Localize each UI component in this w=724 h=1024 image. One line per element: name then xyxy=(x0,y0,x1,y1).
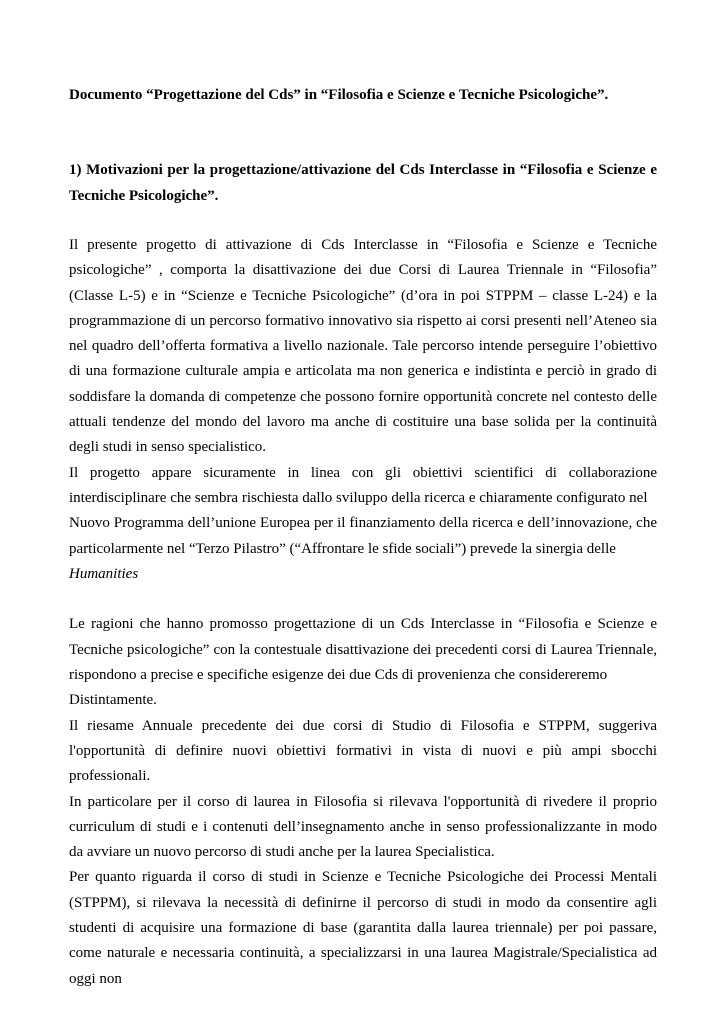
humanities-term: Humanities xyxy=(69,565,139,582)
section-heading: 1) Motivazioni per la progettazione/attivazione del Cds Interclasse in “Filosofia e Scienze e Tecniche Psicologiche”. xyxy=(69,162,657,204)
paragraph-reasons: Le ragioni che hanno promosso progettazione di un Cds Interclasse in “Filosofia e Scienze e Tecniche psicologiche” con la contestuale disattivazione dei precedenti corsi di Laurea Triennale, rispondono a precise e specifiche esigenze dei due Cds di provenienza che considereremo xyxy=(69,616,657,684)
document-body xyxy=(69,233,657,992)
paragraph-humanities xyxy=(69,562,657,587)
paragraph-eu-programme: Nuovo Programma dell’unione Europea per il finanziamento della ricerca e dell’innovazione, che particolarmente nel “Terzo Pilastro” (“Affrontare le sfide sociali”) prevede la sinergia delle xyxy=(69,515,657,557)
document-title: Documento “Progettazione del Cds” in “Filosofia e Scienze e Tecniche Psicologiche”. xyxy=(69,87,609,103)
paragraph-distinctly: Distintamente. xyxy=(69,692,157,709)
paragraph-philosophy: In particolare per il corso di laurea in Filosofia si rilevava l'opportunità di rivedere il proprio curriculum di studi e i contenuti dell’insegnamento anche in senso professionalizzante in modo da avviare un nuovo percorso di studi anche per la laurea Specialistica. xyxy=(69,793,657,861)
paragraph-stppm: Per quanto riguarda il corso di studi in Scienze e Tecniche Psicologiche dei Processi Mentali (STPPM), si rilevava la necessità di definirne il percorso di studi in modo da consentire agli studenti di acquisire una formazione di base (garantita dalla laurea triennale) per poi passare, come naturale e necessaria continuità, a specializzarsi in una laurea Magistrale/Specialistica ad oggi non xyxy=(69,869,657,987)
paragraph-project-intro: Il presente progetto di attivazione di Cds Interclasse in “Filosofia e Scienze e Tecniche psicologiche” , comporta la disattivazione dei due Corsi di Laurea Triennale in “Filosofia” (Classe L-5) e in “Scienze e Tecniche Psicologiche” (d’ora in poi STPPM – classe L-24) e la programmazione di un percorso formativo innovativo sia rispetto ai corsi presenti nell’Ateneo sia nel quadro dell’offerta formativa a livello nazionale. Tale percorso intende perseguire l’obiettivo di una formazione culturale ampia e articolata ma non generica e indistinta e perciò in grado di soddisfare la domanda di competenze che possono fornire opportunità concrete nel contesto delle attuali tendenze del mondo del lavoro ma anche di costituire una base solida per la continuità degli studi in senso specialistico. xyxy=(69,237,657,456)
paragraph-spacer xyxy=(69,587,657,612)
paragraph-project-alignment: Il progetto appare sicuramente in linea con gli obiettivi scientifici di collaborazione interdisciplinare che sembra rischiesta dallo sviluppo della ricerca e chiaramente configurato nel xyxy=(69,464,657,506)
paragraph-annual-review: Il riesame Annuale precedente dei due corsi di Studio di Filosofia e STPPM, suggeriva l'opportunità di definire nuovi obiettivi formativi in vista di nuovi e più ampi sbocchi professionali. xyxy=(69,717,657,785)
